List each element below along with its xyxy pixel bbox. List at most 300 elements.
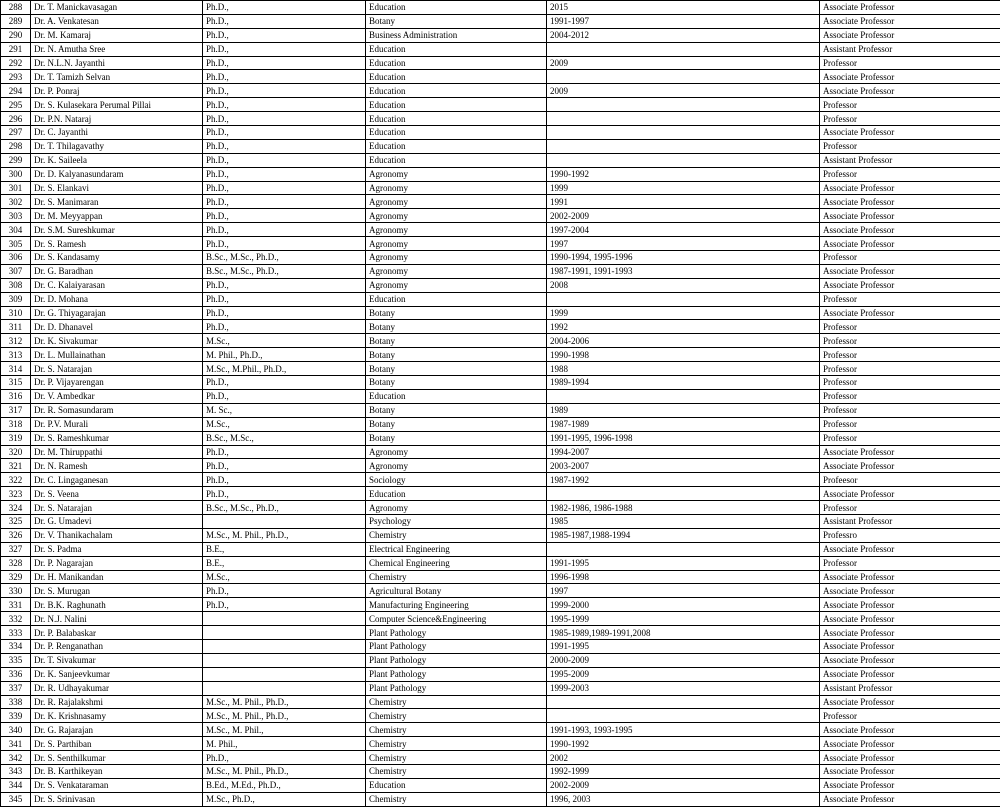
department-cell: Plant Pathology <box>366 639 547 653</box>
table-row <box>1 445 1000 459</box>
name-cell: Dr. G. Baradhan <box>31 264 203 278</box>
years-cell: 1996-1998 <box>547 570 820 584</box>
name-cell: Dr. S. Natarajan <box>31 501 203 515</box>
department-cell: Education <box>366 56 547 70</box>
designation-cell: Professor <box>820 403 1000 417</box>
serial-number-cell: 330 <box>1 584 31 598</box>
qualification-cell: B.E., <box>203 556 366 570</box>
table-row <box>1 695 1000 709</box>
department-cell: Botany <box>366 306 547 320</box>
years-cell: 1991-1995 <box>547 639 820 653</box>
qualification-cell <box>203 612 366 626</box>
years-cell: 2000-2009 <box>547 653 820 667</box>
serial-number-cell: 339 <box>1 709 31 723</box>
designation-cell: Professor <box>820 320 1000 334</box>
qualification-cell: Ph.D., <box>203 306 366 320</box>
department-cell: Education <box>366 778 547 792</box>
table-row <box>1 612 1000 626</box>
qualification-cell: M.Sc., <box>203 570 366 584</box>
years-cell: 1994-2007 <box>547 445 820 459</box>
department-cell: Education <box>366 98 547 112</box>
table-row <box>1 251 1000 265</box>
name-cell: Dr. V. Thanikachalam <box>31 528 203 542</box>
serial-number-cell: 295 <box>1 98 31 112</box>
designation-cell: Associate Professor <box>820 653 1000 667</box>
serial-number-cell: 300 <box>1 167 31 181</box>
department-cell: Agronomy <box>366 181 547 195</box>
department-cell: Education <box>366 139 547 153</box>
qualification-cell: B.Sc., M.Sc., Ph.D., <box>203 251 366 265</box>
name-cell: Dr. S. Padma <box>31 542 203 556</box>
name-cell: Dr. T. Manickavasagan <box>31 1 203 15</box>
department-cell: Chemistry <box>366 570 547 584</box>
name-cell: Dr. S. Venkataraman <box>31 778 203 792</box>
table-row <box>1 209 1000 223</box>
table-row <box>1 389 1000 403</box>
table-row <box>1 334 1000 348</box>
serial-number-cell: 294 <box>1 84 31 98</box>
department-cell: Education <box>366 70 547 84</box>
qualification-cell: B.E., <box>203 542 366 556</box>
designation-cell: Professor <box>820 389 1000 403</box>
department-cell: Education <box>366 84 547 98</box>
name-cell: Dr. V. Ambedkar <box>31 389 203 403</box>
qualification-cell: Ph.D., <box>203 292 366 306</box>
name-cell: Dr. H. Manikandan <box>31 570 203 584</box>
qualification-cell: Ph.D., <box>203 598 366 612</box>
name-cell: Dr. S. Ramesh <box>31 237 203 251</box>
years-cell <box>547 695 820 709</box>
name-cell: Dr. R. Udhayakumar <box>31 681 203 695</box>
years-cell: 1989-1994 <box>547 376 820 390</box>
name-cell: Dr. S. Rameshkumar <box>31 431 203 445</box>
name-cell: Dr. S. Murugan <box>31 584 203 598</box>
designation-cell: Associate Professor <box>820 778 1000 792</box>
name-cell: Dr. S. Parthiban <box>31 737 203 751</box>
years-cell: 1992-1999 <box>547 764 820 778</box>
department-cell: Agronomy <box>366 251 547 265</box>
years-cell: 1992 <box>547 320 820 334</box>
qualification-cell: M.Sc., M. Phil., Ph.D., <box>203 695 366 709</box>
table-row <box>1 514 1000 528</box>
department-cell: Agronomy <box>366 167 547 181</box>
table-row <box>1 709 1000 723</box>
name-cell: Dr. M. Thiruppathi <box>31 445 203 459</box>
years-cell: 1991-1995 <box>547 556 820 570</box>
serial-number-cell: 318 <box>1 417 31 431</box>
years-cell <box>547 542 820 556</box>
department-cell: Botany <box>366 403 547 417</box>
table-row <box>1 14 1000 28</box>
years-cell <box>547 112 820 126</box>
department-cell: Botany <box>366 14 547 28</box>
qualification-cell: B.Ed., M.Ed., Ph.D., <box>203 778 366 792</box>
qualification-cell: M. Phil., Ph.D., <box>203 348 366 362</box>
name-cell: Dr. M. Kamaraj <box>31 28 203 42</box>
serial-number-cell: 312 <box>1 334 31 348</box>
designation-cell: Associate Professor <box>820 181 1000 195</box>
table-row <box>1 556 1000 570</box>
qualification-cell: M. Phil., <box>203 737 366 751</box>
years-cell: 1995-1999 <box>547 612 820 626</box>
table-row <box>1 431 1000 445</box>
department-cell: Chemistry <box>366 751 547 765</box>
table-row <box>1 681 1000 695</box>
serial-number-cell: 342 <box>1 751 31 765</box>
qualification-cell: Ph.D., <box>203 56 366 70</box>
department-cell: Plant Pathology <box>366 653 547 667</box>
years-cell <box>547 292 820 306</box>
years-cell <box>547 153 820 167</box>
name-cell: Dr. S. Srinivasan <box>31 792 203 806</box>
serial-number-cell: 332 <box>1 612 31 626</box>
qualification-cell <box>203 667 366 681</box>
department-cell: Chemistry <box>366 764 547 778</box>
department-cell: Agricultural Botany <box>366 584 547 598</box>
qualification-cell: Ph.D., <box>203 112 366 126</box>
years-cell: 1999-2003 <box>547 681 820 695</box>
designation-cell: Associate Professor <box>820 223 1000 237</box>
designation-cell: Professor <box>820 98 1000 112</box>
name-cell: Dr. M. Meyyappan <box>31 209 203 223</box>
table-row <box>1 264 1000 278</box>
serial-number-cell: 306 <box>1 251 31 265</box>
years-cell: 1991-1997 <box>547 14 820 28</box>
years-cell: 1991-1995, 1996-1998 <box>547 431 820 445</box>
table-row <box>1 737 1000 751</box>
name-cell: Dr. K. Sanjeevkumar <box>31 667 203 681</box>
table-row <box>1 70 1000 84</box>
serial-number-cell: 322 <box>1 473 31 487</box>
years-cell: 2009 <box>547 56 820 70</box>
qualification-cell: Ph.D., <box>203 181 366 195</box>
designation-cell: Associate Professor <box>820 126 1000 140</box>
name-cell: Dr. A. Venkatesan <box>31 14 203 28</box>
qualification-cell: Ph.D., <box>203 14 366 28</box>
table-row <box>1 626 1000 640</box>
years-cell: 2015 <box>547 1 820 15</box>
qualification-cell: Ph.D., <box>203 376 366 390</box>
name-cell: Dr. S. Manimaran <box>31 195 203 209</box>
serial-number-cell: 307 <box>1 264 31 278</box>
table-row <box>1 792 1000 806</box>
name-cell: Dr. P. Renganathan <box>31 639 203 653</box>
serial-number-cell: 337 <box>1 681 31 695</box>
table-row <box>1 56 1000 70</box>
department-cell: Business Administration <box>366 28 547 42</box>
qualification-cell: M.Sc., M. Phil., Ph.D., <box>203 764 366 778</box>
table-row <box>1 153 1000 167</box>
years-cell: 1997-2004 <box>547 223 820 237</box>
qualification-cell: M.Sc., Ph.D., <box>203 792 366 806</box>
serial-number-cell: 292 <box>1 56 31 70</box>
qualification-cell: Ph.D., <box>203 28 366 42</box>
serial-number-cell: 343 <box>1 764 31 778</box>
years-cell: 1991-1993, 1993-1995 <box>547 723 820 737</box>
faculty-table-body <box>1 1 1000 807</box>
qualification-cell: Ph.D., <box>203 751 366 765</box>
name-cell: Dr. P. Balabaskar <box>31 626 203 640</box>
department-cell: Education <box>366 1 547 15</box>
designation-cell: Professor <box>820 112 1000 126</box>
designation-cell: Professor <box>820 417 1000 431</box>
name-cell: Dr. L. Mullainathan <box>31 348 203 362</box>
name-cell: Dr. N.J. Nalini <box>31 612 203 626</box>
department-cell: Botany <box>366 376 547 390</box>
serial-number-cell: 334 <box>1 639 31 653</box>
table-row <box>1 223 1000 237</box>
qualification-cell <box>203 626 366 640</box>
department-cell: Agronomy <box>366 209 547 223</box>
years-cell: 1991 <box>547 195 820 209</box>
years-cell: 1999-2000 <box>547 598 820 612</box>
serial-number-cell: 291 <box>1 42 31 56</box>
name-cell: Dr. C. Jayanthi <box>31 126 203 140</box>
department-cell: Agronomy <box>366 278 547 292</box>
qualification-cell: Ph.D., <box>203 237 366 251</box>
name-cell: Dr. G. Umadevi <box>31 514 203 528</box>
serial-number-cell: 298 <box>1 139 31 153</box>
department-cell: Agronomy <box>366 459 547 473</box>
name-cell: Dr. D. Mohana <box>31 292 203 306</box>
name-cell: Dr. S.M. Sureshkumar <box>31 223 203 237</box>
name-cell: Dr. T. Thilagavathy <box>31 139 203 153</box>
serial-number-cell: 328 <box>1 556 31 570</box>
years-cell: 1988 <box>547 362 820 376</box>
serial-number-cell: 289 <box>1 14 31 28</box>
qualification-cell: Ph.D., <box>203 98 366 112</box>
table-row <box>1 459 1000 473</box>
department-cell: Chemical Engineering <box>366 556 547 570</box>
serial-number-cell: 308 <box>1 278 31 292</box>
department-cell: Agronomy <box>366 445 547 459</box>
qualification-cell: Ph.D., <box>203 139 366 153</box>
table-row <box>1 487 1000 501</box>
qualification-cell: M.Sc., <box>203 334 366 348</box>
table-row <box>1 723 1000 737</box>
designation-cell: Associate Professor <box>820 209 1000 223</box>
years-cell: 2009 <box>547 84 820 98</box>
department-cell: Education <box>366 126 547 140</box>
serial-number-cell: 303 <box>1 209 31 223</box>
department-cell: Education <box>366 153 547 167</box>
designation-cell: Professor <box>820 56 1000 70</box>
name-cell: Dr. R. Somasundaram <box>31 403 203 417</box>
name-cell: Dr. S. Natarajan <box>31 362 203 376</box>
years-cell: 1987-1992 <box>547 473 820 487</box>
serial-number-cell: 319 <box>1 431 31 445</box>
serial-number-cell: 344 <box>1 778 31 792</box>
department-cell: Psychology <box>366 514 547 528</box>
name-cell: Dr. K. Sivakumar <box>31 334 203 348</box>
qualification-cell: Ph.D., <box>203 126 366 140</box>
table-row <box>1 570 1000 584</box>
name-cell: Dr. S. Kulasekara Perumal Pillai <box>31 98 203 112</box>
name-cell: Dr. B.K. Raghunath <box>31 598 203 612</box>
name-cell: Dr. P.V. Murali <box>31 417 203 431</box>
serial-number-cell: 320 <box>1 445 31 459</box>
table-row <box>1 42 1000 56</box>
serial-number-cell: 304 <box>1 223 31 237</box>
department-cell: Botany <box>366 362 547 376</box>
table-row <box>1 181 1000 195</box>
serial-number-cell: 293 <box>1 70 31 84</box>
department-cell: Agronomy <box>366 195 547 209</box>
serial-number-cell: 311 <box>1 320 31 334</box>
years-cell: 1985-1989,1989-1991,2008 <box>547 626 820 640</box>
years-cell <box>547 139 820 153</box>
department-cell: Plant Pathology <box>366 667 547 681</box>
designation-cell: Associate Professor <box>820 626 1000 640</box>
department-cell: Education <box>366 112 547 126</box>
designation-cell: Professor <box>820 709 1000 723</box>
name-cell: Dr. P. Nagarajan <box>31 556 203 570</box>
qualification-cell: M. Sc., <box>203 403 366 417</box>
name-cell: Dr. G. Thiyagarajan <box>31 306 203 320</box>
designation-cell: Professor <box>820 556 1000 570</box>
table-row <box>1 195 1000 209</box>
qualification-cell: Ph.D., <box>203 1 366 15</box>
years-cell <box>547 70 820 84</box>
qualification-cell: B.Sc., M.Sc., <box>203 431 366 445</box>
serial-number-cell: 305 <box>1 237 31 251</box>
years-cell: 2003-2007 <box>547 459 820 473</box>
qualification-cell: Ph.D., <box>203 445 366 459</box>
name-cell: Dr. R. Rajalakshmi <box>31 695 203 709</box>
table-row <box>1 167 1000 181</box>
years-cell <box>547 42 820 56</box>
serial-number-cell: 296 <box>1 112 31 126</box>
name-cell: Dr. S. Veena <box>31 487 203 501</box>
designation-cell: Associate Professor <box>820 723 1000 737</box>
designation-cell: Professor <box>820 334 1000 348</box>
department-cell: Agronomy <box>366 237 547 251</box>
years-cell: 2002-2009 <box>547 778 820 792</box>
serial-number-cell: 288 <box>1 1 31 15</box>
table-row <box>1 278 1000 292</box>
qualification-cell: Ph.D., <box>203 320 366 334</box>
serial-number-cell: 323 <box>1 487 31 501</box>
qualification-cell: Ph.D., <box>203 487 366 501</box>
table-row <box>1 139 1000 153</box>
designation-cell: Profeesor <box>820 473 1000 487</box>
designation-cell: Professor <box>820 362 1000 376</box>
name-cell: Dr. N.L.N. Jayanthi <box>31 56 203 70</box>
table-row <box>1 292 1000 306</box>
table-row <box>1 778 1000 792</box>
department-cell: Chemistry <box>366 723 547 737</box>
designation-cell: Associate Professor <box>820 306 1000 320</box>
qualification-cell: Ph.D., <box>203 584 366 598</box>
designation-cell: Professor <box>820 376 1000 390</box>
years-cell: 1999 <box>547 306 820 320</box>
department-cell: Chemistry <box>366 792 547 806</box>
years-cell: 1987-1989 <box>547 417 820 431</box>
qualification-cell: Ph.D., <box>203 42 366 56</box>
designation-cell: Associate Professor <box>820 695 1000 709</box>
serial-number-cell: 327 <box>1 542 31 556</box>
designation-cell: Assistant Professor <box>820 42 1000 56</box>
qualification-cell: Ph.D., <box>203 153 366 167</box>
designation-cell: Associate Professor <box>820 542 1000 556</box>
table-row <box>1 98 1000 112</box>
name-cell: Dr. D. Kalyanasundaram <box>31 167 203 181</box>
designation-cell: Professor <box>820 292 1000 306</box>
department-cell: Manufacturing Engineering <box>366 598 547 612</box>
qualification-cell: M.Sc., M. Phil., <box>203 723 366 737</box>
serial-number-cell: 336 <box>1 667 31 681</box>
table-row <box>1 403 1000 417</box>
years-cell: 2002-2009 <box>547 209 820 223</box>
table-row <box>1 598 1000 612</box>
designation-cell: Associate Professor <box>820 598 1000 612</box>
department-cell: Agronomy <box>366 223 547 237</box>
serial-number-cell: 333 <box>1 626 31 640</box>
years-cell: 1990-1994, 1995-1996 <box>547 251 820 265</box>
qualification-cell: Ph.D., <box>203 70 366 84</box>
table-row <box>1 126 1000 140</box>
department-cell: Agronomy <box>366 501 547 515</box>
serial-number-cell: 321 <box>1 459 31 473</box>
years-cell: 1996, 2003 <box>547 792 820 806</box>
table-row <box>1 639 1000 653</box>
serial-number-cell: 338 <box>1 695 31 709</box>
designation-cell: Associate Professor <box>820 278 1000 292</box>
serial-number-cell: 313 <box>1 348 31 362</box>
serial-number-cell: 345 <box>1 792 31 806</box>
qualification-cell: Ph.D., <box>203 473 366 487</box>
qualification-cell <box>203 514 366 528</box>
name-cell: Dr. B. Karthikeyan <box>31 764 203 778</box>
designation-cell: Associate Professor <box>820 459 1000 473</box>
serial-number-cell: 335 <box>1 653 31 667</box>
designation-cell: Professor <box>820 167 1000 181</box>
designation-cell: Assistant Professor <box>820 514 1000 528</box>
department-cell: Education <box>366 389 547 403</box>
department-cell: Chemistry <box>366 528 547 542</box>
serial-number-cell: 329 <box>1 570 31 584</box>
designation-cell: Associate Professor <box>820 570 1000 584</box>
years-cell: 1990-1998 <box>547 348 820 362</box>
designation-cell: Associate Professor <box>820 14 1000 28</box>
years-cell: 1985-1987,1988-1994 <box>547 528 820 542</box>
table-row <box>1 584 1000 598</box>
years-cell <box>547 709 820 723</box>
department-cell: Botany <box>366 320 547 334</box>
name-cell: Dr. G. Rajarajan <box>31 723 203 737</box>
department-cell: Computer Science&Engineering <box>366 612 547 626</box>
table-row <box>1 362 1000 376</box>
designation-cell: Associate Professor <box>820 84 1000 98</box>
designation-cell: Associate Professor <box>820 487 1000 501</box>
table-row <box>1 84 1000 98</box>
qualification-cell: M.Sc., M. Phil., Ph.D., <box>203 528 366 542</box>
name-cell: Dr. P. Ponraj <box>31 84 203 98</box>
years-cell: 1987-1991, 1991-1993 <box>547 264 820 278</box>
table-row <box>1 751 1000 765</box>
years-cell: 1997 <box>547 237 820 251</box>
name-cell: Dr. C. Lingaganesan <box>31 473 203 487</box>
name-cell: Dr. P. Vijayarengan <box>31 376 203 390</box>
designation-cell: Professor <box>820 251 1000 265</box>
serial-number-cell: 340 <box>1 723 31 737</box>
table-row <box>1 501 1000 515</box>
years-cell: 1985 <box>547 514 820 528</box>
table-row <box>1 237 1000 251</box>
name-cell: Dr. C. Kalaiyarasan <box>31 278 203 292</box>
table-row <box>1 528 1000 542</box>
table-row <box>1 1 1000 15</box>
